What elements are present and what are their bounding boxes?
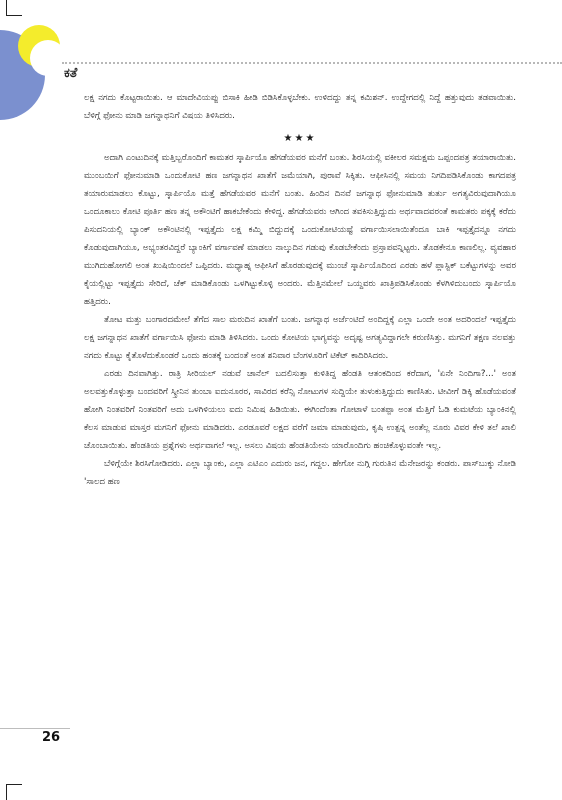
story-body (84, 89, 516, 491)
page-number: 26 (42, 730, 61, 745)
paragraph-5: ಬೆಳಿಗ್ಗೆಯೇ ಶಿರಸಿಗೋಡಿದರು. ಎಲ್ಲಾ ಬ್ಯಾಂಕು, ಎಲ್ಲಾ ಎಟಿಎಂ ಎದುರು ಜನ, ಗದ್ದಲ. ಹೇಗೋ ನುಗ್ಗಿ ಗುರುತಿನ ಮೆನೇಜರನ್ನು ಕಂಡರು. ಪಾಸ್‌ಬುಕ್ಕು ನೋಡಿ 'ಸಾಲದ ಹಣ (84, 459, 516, 487)
crop-mark-top-v (6, 0, 7, 16)
header-dotted-rule (62, 62, 562, 64)
paragraph-4: ಎರಡು ದಿನವಾಗಿತ್ತು. ರಾತ್ರಿ ಸೀರಿಯಲ್ ನಡುವೆ ಚಾನೆಲ್ ಬದಲಿಸುತ್ತಾ ಕುಳಿತಿದ್ದ ಹೆಂಡತಿ ಆತಂಕದಿಂದ ಕರೆದಾಗ, 'ಏನೇ ನಿಂದಿಗಾ?...' ಅಂತ ಅಲವತ್ತುಕೊಳ್ಳುತ್ತಾ ಬಂದವರಿಗೆ ಸ್ಕ್ರೀನಿನ ತುಂಬಾ ಐದುನೂರರ, ಸಾವಿರದ ಕರೆನ್ಸಿ ನೋಟುಗಳ ಸುದ್ದಿಯೇ ತುಳುಕುತ್ತಿದ್ದುದು ಕಾಣಿಸಿತು. ಟೀವೀಗೆ ಡಿಕ್ಕಿ ಹೊಡೆಯವಂತೆ ಹೋಗಿ ನಿಂತವರಿಗೆ ನಿಂತವರಿಗೆ ಅದು ಒಳಗಿಳಿಯಲು ಐದು ನಿಮಿಷ ಹಿಡಿಯಿತು. ಈಗಿಂದೆಂತಾ ಗೋಟಾಳೆ ಬಂತಪ್ಪಾ ಅಂತ ಮೆತ್ತಿಗೆ ಓಡಿ ಕುಮಟೆಯ ಬ್ಯಾಂಕಿನಲ್ಲಿ ಕೆಲಸ ಮಾಡುವ ಮಾಸ್ತರ ಮಗನಿಗೆ ಫೋನು ಮಾಡಿದರು. ಎರಡೂವರೆ ಲಕ್ಷದ ವರೆಗೆ ಜಮಾ ಮಾಡುವುದು, ಕೃಷಿ ಉತ್ಪನ್ನ ಅಂತೆಲ್ಲ ನೂರು ವಿವರ ಕೇಳಿ ತಲೆ ಖಾಲಿ ಚೊಂಬಾಯಿತು. ಹೆಂಡತಿಯ ಪ್ರಶ್ನೆಗಳು ಅರ್ಥವಾಗಲೆ ಇಲ್ಲ. ಅಸಲು ವಿಷಯ ಹೆಂಡತಿಯೇನು ಯಾರೊಂದಿಗು ಹಂಚಿಕೊಳ್ಳುವಂತೇ ಇಲ್ಲ. (84, 369, 516, 451)
section-label: ಕತೆ (64, 66, 78, 81)
crop-mark-top-h (6, 15, 22, 16)
crop-mark-bottom-v (6, 784, 7, 800)
paragraph-2: ಅದಾಗಿ ಎಂಟುದಿನಕ್ಕೆ ಮತ್ತಿಬ್ಬರೊಂದಿಗೆ ಕಾಮತರ ಸ್ಕಾರ್ಪಿಯೊ ಹೆಗಡೆಯವರ ಮನೆಗೆ ಬಂತು. ಶಿರಸಿಯಲ್ಲಿ ವಕೀಲರ ಸಮಕ್ಷಮ ಒಪ್ಪಂದಪತ್ರ ತಯಾರಾಯಿತು. ಮುಂಬಯಿಗೆ ಫೋನುಮಾಡಿ ಒಂದುಕೋಟಿ ಹಣ ಜಗನ್ನಾಥನ ಖಾತೆಗೆ ಜಮೆಯಾಗಿ, ಪುರಾವೆ ಸಿಕ್ಕಿತು. ಆಫೀಸಿನಲ್ಲಿ ಸಮಯ ನಿಗದಿಪಡಿಸಿಕೊಂಡು ಕಾಗದಪತ್ರ ತಯಾರುಮಾಡಲು ಕೊಟ್ಟು, ಸ್ಕಾರ್ಪಿಯೊ ಮತ್ತೆ ಹೆಗಡೆಯವರ ಮನೆಗೆ ಬಂತು. ಹಿಂದಿನ ದಿನವೆ ಜಗನ್ನಾಥ ಫೋನುಮಾಡಿ ತುರ್ತು ಅಗತ್ಯವಿರುವುದಾಗಿಯೂ ಒಂದೂಕಾಲು ಕೋಟಿ ಪೂರ್ತಿ ಹಣ ತನ್ನ ಅಕೌಂಟಿಗೆ ಹಾಕಬೇಕೆಂದು ಕೇಳಿದ್ದ. ಹೆಗಡೆಯವರು ಆಗಿಂದ ತವಕಿಸುತ್ತಿದ್ದುದು ಅರ್ಥವಾದವರಂತೆ ಕಾಮತರು ಪಕ್ಕಕ್ಕೆ ಕರೆದು ಪಿಸುದನಿಯಲ್ಲಿ ಬ್ಯಾಂಕ್ ಅಕೌಂಟಿನಲ್ಲಿ ಇಪ್ಪತ್ತೈದು ಲಕ್ಷ ಕಮ್ಮಿ ಬಿದ್ದುದಕ್ಕೆ ಒಂದುಕೋಟಿಯಷ್ಟೆ ವರ್ಗಾಯಿಸಲಾಯಿತೆಂದೂ ಬಾಕಿ ಇಪ್ಪತ್ತೈದನ್ನೂ ನಗದು ಕೊಡುವುದಾಗಿಯೂ, ಅಭ್ಯಂತರವಿದ್ದರೆ ಬ್ಯಾಂಕಿಗೆ ವರ್ಗಾವಣೆ ಮಾಡಲು ನಾಲ್ಕುದಿನ ಗಡುವು ಕೊಡಬೇಕೆಂದು ಪ್ರಸ್ತಾಪವನ್ನಿಟ್ಟರು. ತೊಡಕೇನೂ ಕಾಣಲಿಲ್ಲ. ವ್ಯವಹಾರ ಮುಗಿದುಹೋಗಲಿ ಅಂತ ಖುಷಿಯಿಂದಲೆ ಒಪ್ಪಿದರು. ಮಧ್ಯಾಹ್ನ ಆಫೀಸಿಗೆ ಹೊರಡುವುದಕ್ಕೆ ಮುಂಚೆ ಸ್ಕಾರ್ಪಿಯೊದಿಂದ ಎರಡು ಹಳೆ ಪ್ಲಾಸ್ಟಿಕ್ ಬಕೆಟ್ಟುಗಳನ್ನು ಅವರ ಕೈಯಲ್ಲಿಟ್ಟು ಇಪ್ಪತ್ತೈದು ಸೇರಿದೆ, ಚೆಕ್ ಮಾಡಿಕೊಂಡು ಒಳಗಿಟ್ಟುಕೊಳ್ಳಿ ಅಂದರು. ಮೆತ್ತಿನಮೇಲೆ ಒಯ್ದವರು ಖಾತ್ರಿಪಡಿಸಿಕೊಂಡು ಕೆಳಗಿಳಿದುಬಂದು ಸ್ಕಾರ್ಪಿಯೊ ಹತ್ತಿದರು. (84, 153, 516, 307)
footer-rule (0, 728, 70, 729)
paragraph-3: ತೋಟ ಮತ್ತು ಬಂಗಾರದಮೇಲೆ ತೆಗೆದ ಸಾಲ ಮರುದಿನ ಖಾತೆಗೆ ಬಂತು. ಜಗನ್ನಾಥ ಅರ್ಜೆಂಟಿದೆ ಅಂದಿದ್ದಕ್ಕೆ ಎಲ್ಲಾ ಒಂದೇ ಅಂತ ಅದರಿಂದಲೆ ಇಪ್ಪತ್ತೈದು ಲಕ್ಷ ಜಗನ್ನಾಥನ ಖಾತೆಗೆ ವರ್ಗಾಯಿಸಿ ಫೋನು ಮಾಡಿ ತಿಳಿಸಿದರು. ಒಂದು ಕೋಟಿಯ ಭಾಗ್ಯವನ್ನು ಅದೃಷ್ಟ ಅಗತ್ಯವಿದ್ದಾಗಲೇ ಕರುಣಿಸಿತ್ತು. ಮಗನಿಗೆ ತಕ್ಷಣ ನಲವತ್ತು ನಗದು ಕೊಟ್ಟು ಕೈತೊಳೆದುಕೊಂಡರೆ ಒಂದು ಹಂತಕ್ಕೆ ಬಂದಂತೆ ಅಂತ ಶನಿವಾರ ಬೆಂಗಳೂರಿಗೆ ಟಿಕೆಟ್ ಕಾದಿರಿಸಿದರು. (84, 315, 516, 361)
section-separator-stars: ★★★ (283, 133, 317, 144)
decorative-white-circle (30, 40, 66, 76)
crop-mark-bottom-h (6, 784, 22, 785)
paragraph-1: ಲಕ್ಷ ನಗದು ಕೊಟ್ಟರಾಯಿತು. ಆ ಮಾದೇವಿಯಪ್ಪು ಬಿಸಾಕಿ ಹೀಡಿ ಬಿಡಿಸಿಕೊಳ್ಳಬೇಕು. ಉಳಿದದ್ದು ತನ್ನ ಕಮಿಶನ್. ಉದ್ದೇಗದಲ್ಲಿ ನಿದ್ದೆ ಹತ್ತುವುದು ತಡವಾಯಿತು. ಬೆಳಿಗ್ಗೆ ಫೋನು ಮಾಡಿ ಜಗನ್ನಾಥನಿಗೆ ವಿಷಯ ತಿಳಿಸಿದರು. (84, 93, 516, 121)
